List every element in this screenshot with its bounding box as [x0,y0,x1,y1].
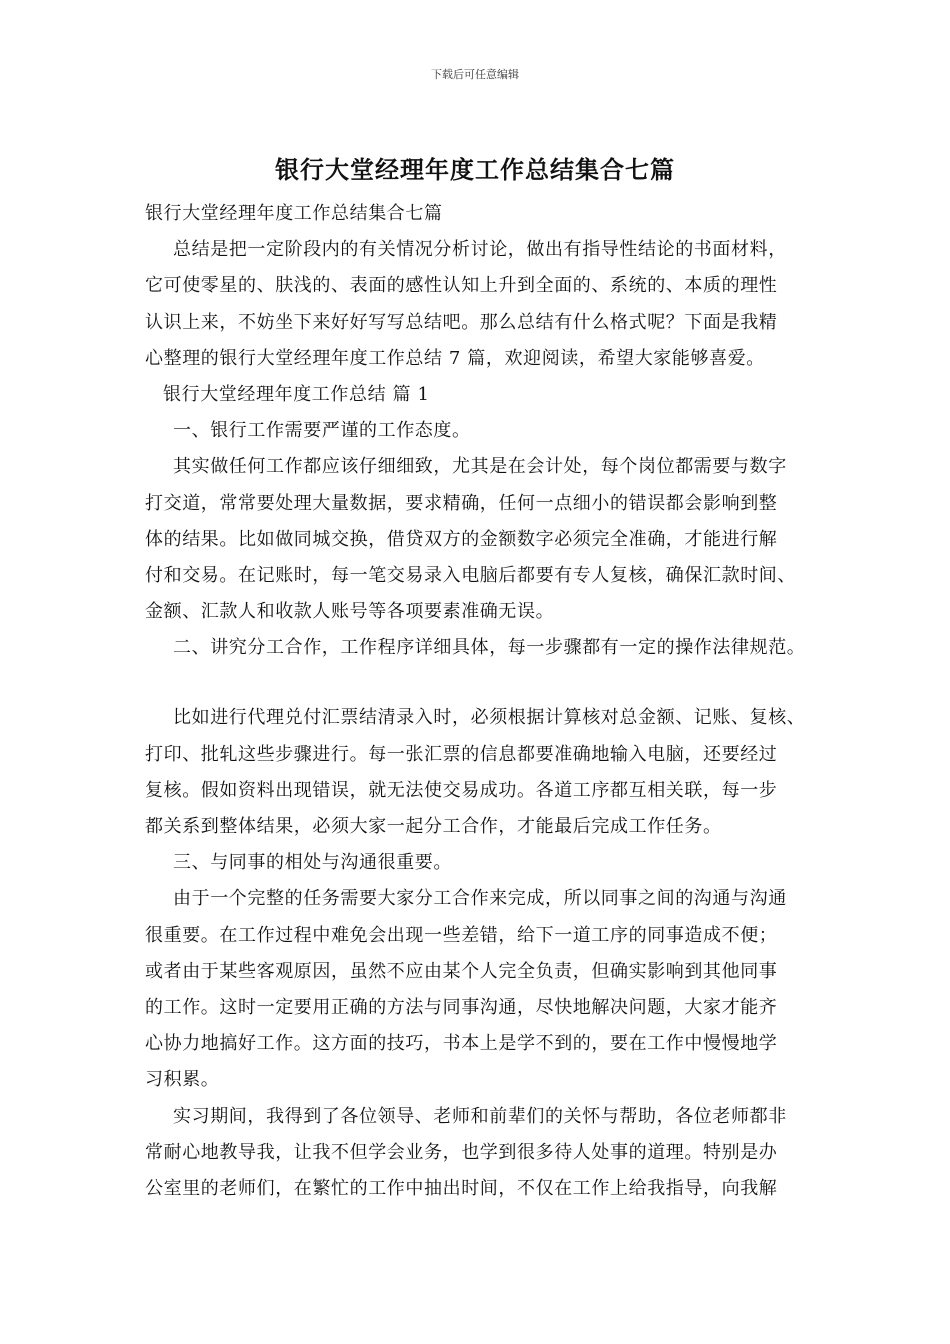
paragraph-line: 金额、汇款人和收款人账号等各项要素准确无误。 [145,601,555,623]
subheading-line: 二、讲究分工合作，工作程序详细具体，每一步骤都有一定的操作法律规范。 [173,637,806,659]
paragraph-line: 常耐心地教导我，让我不但学会业务，也学到很多待人处事的道理。特别是办 [145,1141,778,1163]
paragraph-line: 由于一个完整的任务需要大家分工合作来完成，所以同事之间的沟通与沟通 [173,888,787,910]
document-title: 银行大堂经理年度工作总结集合七篇 [275,155,675,184]
paragraph-line: 习积累。 [145,1069,220,1091]
section-heading: 银行大堂经理年度工作总结 篇 1 [163,383,430,405]
document-body [145,196,825,1207]
paragraph-line: 打交道，常常要处理大量数据，要求精确，任何一点细小的错误都会影响到整 [145,492,778,514]
subheading-line: 三、与同事的相处与沟通很重要。 [173,852,452,874]
paragraph-line: 其实做任何工作都应该仔细细致，尤其是在会计处，每个岗位都需要与数字 [173,456,787,478]
paragraph-line: 很重要。在工作过程中难免会出现一些差错，给下一道工序的同事造成不便； [145,924,778,946]
page-header-note: 下载后可任意编辑 [431,68,519,81]
blank-gap [145,666,825,700]
paragraph-line: 认识上来，不妨坐下来好好写写总结吧。那么总结有什么格式呢？下面是我精 [145,311,778,333]
paragraph-line: 付和交易。在记账时，每一笔交易录入电脑后都要有专人复核，确保汇款时间、 [145,564,796,586]
subtitle-line: 银行大堂经理年度工作总结集合七篇 [145,203,443,224]
paragraph-line: 公室里的老师们，在繁忙的工作中抽出时间，不仅在工作上给我指导，向我解 [145,1177,778,1199]
paragraph-line: 打印、批轧这些步骤进行。每一张汇票的信息都要准确地输入电脑，还要经过 [145,743,778,765]
paragraph-line: 它可使零星的、肤浅的、表面的感性认知上升到全面的、系统的、本质的理性 [145,275,778,297]
paragraph-line: 复核。假如资料出现错误，就无法使交易成功。各道工序都互相关联，每一步 [145,779,778,801]
paragraph-line: 的工作。这时一定要用正确的方法与同事沟通，尽快地解决问题，大家才能齐 [145,996,778,1018]
paragraph-line: 体的结果。比如做同城交换，借贷双方的金额数字必须完全准确，才能进行解 [145,528,778,550]
subheading-line: 一、银行工作需要严谨的工作态度。 [173,420,471,442]
paragraph-line: 或者由于某些客观原因，虽然不应由某个人完全负责，但确实影响到其他同事 [145,960,778,982]
paragraph-line: 实习期间，我得到了各位领导、老师和前辈们的关怀与帮助，各位老师都非 [173,1105,787,1127]
paragraph-line: 心整理的银行大堂经理年度工作总结 7 篇，欢迎阅读，希望大家能够喜爱。 [145,347,765,369]
paragraph-line: 都关系到整体结果，必须大家一起分工合作，才能最后完成工作任务。 [145,816,722,837]
paragraph-line: 总结是把一定阶段内的有关情况分析讨论，做出有指导性结论的书面材料， [173,239,787,261]
paragraph-line: 比如进行代理兑付汇票结清录入时，必须根据计算核对总金额、记账、复核、 [173,707,806,729]
paragraph-line: 心协力地搞好工作。这方面的技巧，书本上是学不到的，要在工作中慢慢地学 [145,1033,778,1055]
